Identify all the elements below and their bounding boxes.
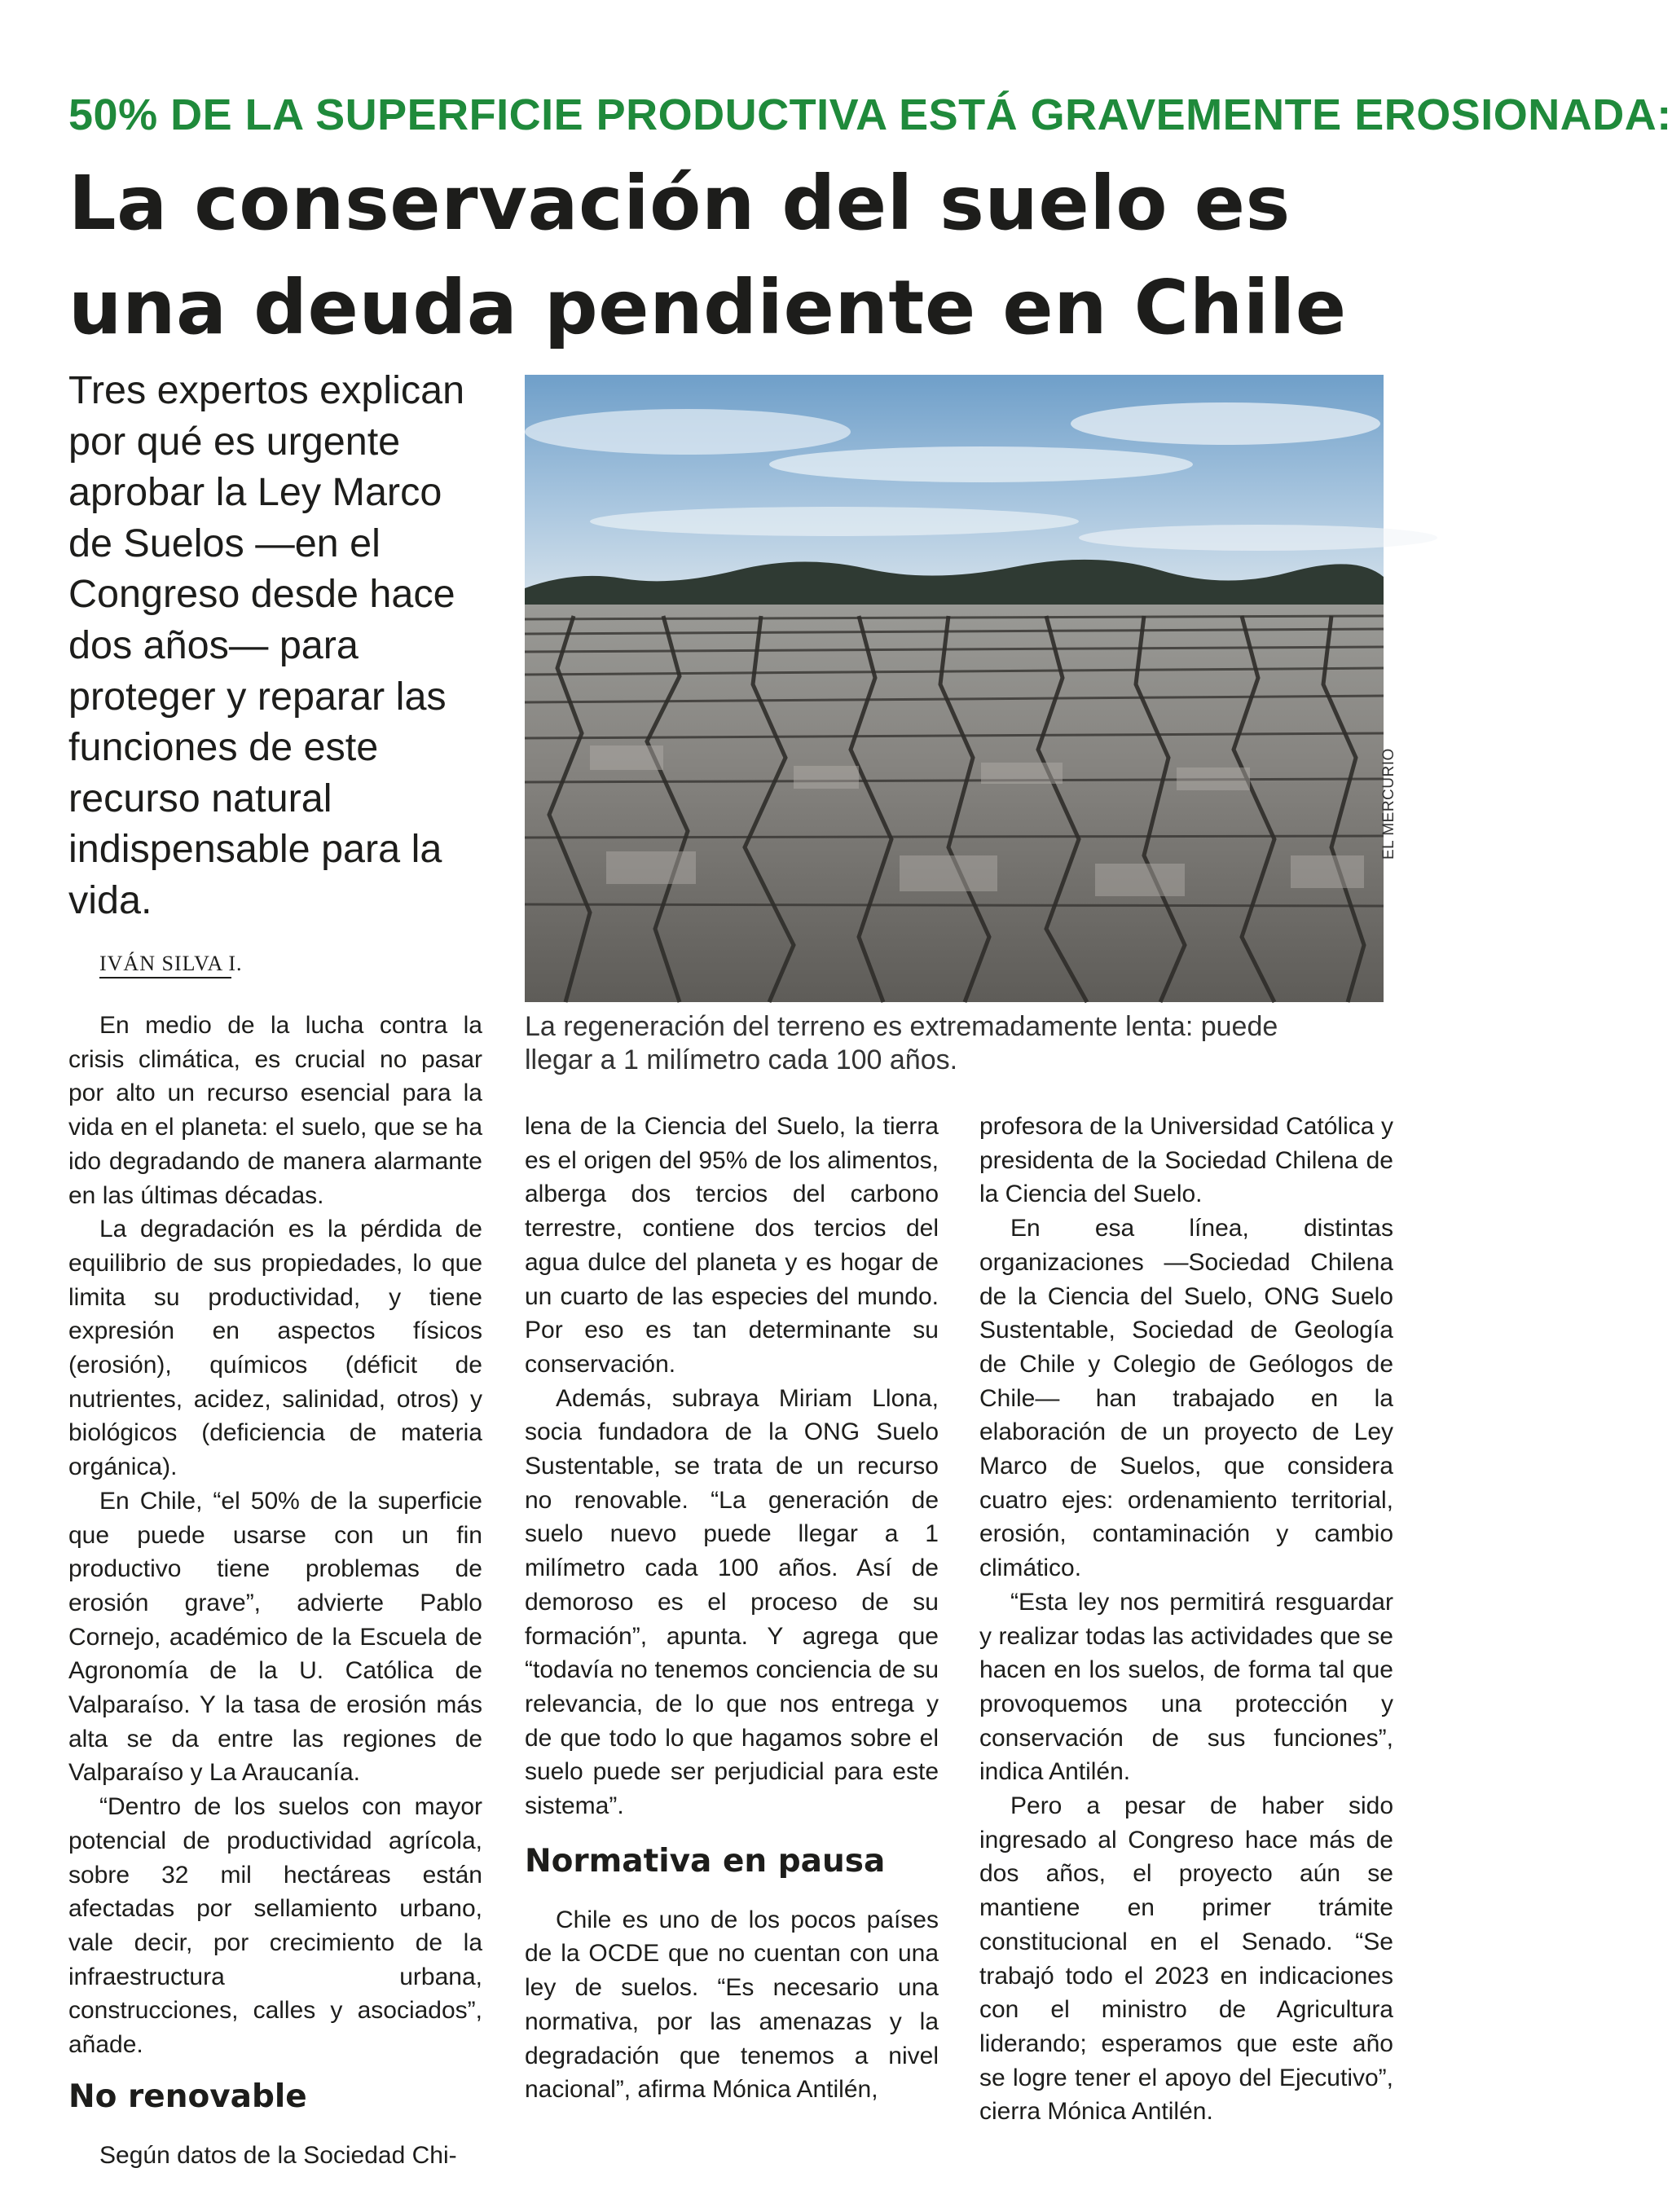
paragraph: “Dentro de los suelos con mayor potencial de productividad agrícola, sobre 32 mil hectáreas están afectadas por sellamiento urbano, vale decir, por crecimiento de la infraestructura urbana, construcciones, calles y asociados”, añade. [68, 1793, 482, 2059]
deck-line: recurso natural [68, 776, 332, 820]
headline [68, 152, 1413, 360]
subhead-normativa-en-pausa: Normativa en pausa [525, 1842, 886, 1880]
paragraph: En Chile, “el 50% de la superficie que puede usarse con un fin productivo tiene problemas de erosión grave”, advierte Pablo Cornejo, académico de la Escuela de Agronomía de la U. Católica de Valparaíso. Y la tasa de erosión más alta se da entre las regiones de Valparaíso y La Araucanía. [68, 1487, 482, 1787]
deck-line: proteger y reparar las [68, 674, 447, 719]
paragraph: lena de la Ciencia del Suelo, la tierra es el origen del 95% de los alimentos, alberga dos tercios del carbono terrestre, contiene dos tercios del agua dulce del planeta y es hogar de un cuarto de las especies del mundo. Por eso es tan determinante su conservación. [525, 1113, 939, 1378]
paragraph: Según datos de la Sociedad Chi- [99, 2141, 457, 2169]
photo-credit: EL MERCURIO [1380, 748, 1397, 860]
deck-line: funciones de este [68, 725, 379, 770]
deck-line: aprobar la Ley Marco [68, 470, 442, 515]
paragraph: profesora de la Universidad Católica y presidenta de la Sociedad Chilena de la Ciencia del Suelo. [979, 1113, 1393, 1208]
deck-line: de Suelos —en el [68, 521, 381, 565]
paragraph: La degradación es la pérdida de equilibrio de sus propiedades, lo que limita su productividad, y tiene expresión en aspectos físicos (erosión), químicos (déficit de nutrientes, acidez, salinidad, otros) y biológicos (deficiencia de materia orgánica). [68, 1216, 482, 1481]
paragraph: Chile es uno de los pocos países de la OCDE que no cuentan con una ley de suelos. “Es necesario una normativa, por las amenazas y la degradación que tenemos a nivel nacional”, afirma Mónica Antilén, [525, 1906, 939, 2104]
article-column-2 [525, 1110, 939, 2107]
paragraph: Pero a pesar de haber sido ingresado al Congreso hace más de dos años, el proyecto aún se mantiene en primer trámite constitucional en el Senado. “Se trabajó todo el 2023 en indicaciones con el ministro de Agricultura liderando; esperamos que este año se logre tener el apoyo del Ejecutivo”, cierra Mónica Antilén. [979, 1792, 1393, 2126]
kicker: 50% DE LA SUPERFICIE PRODUCTIVA ESTÁ GRAVEMENTE EROSIONADA: [68, 90, 1672, 139]
headline-line: La conservación del suelo es [68, 160, 1291, 247]
subhead-no-renovable: No renovable [68, 2078, 307, 2115]
byline: IVÁN SILVA I. [99, 952, 243, 975]
article-column-3 [979, 1110, 1393, 2129]
caption-line: La regeneración del terreno es extremadamente lenta: puede [525, 1011, 1278, 1042]
deck-line: Congreso desde hace [68, 572, 455, 617]
paragraph: En esa línea, distintas organizaciones —Sociedad Chilena de la Ciencia del Suelo, ONG Suelo Sustentable, Sociedad de Geología de Chile y Colegio de Geólogos de Chile— han trabajado en la elaboración de un proyecto de Ley Marco de Suelos, que considera cuatro ejes: ordenamiento territorial, erosión, contaminación y cambio climático. [979, 1215, 1393, 1582]
paragraph: “Esta ley nos permitirá resguardar y realizar todas las actividades que se hacen en los suelos, de forma tal que provoquemos una protección y conservación de sus funciones”, indica Antilén. [979, 1588, 1393, 1786]
paragraph: En medio de la lucha contra la crisis climática, es crucial no pasar por alto un recurso esencial para la vida en el planeta: el suelo, que se ha ido degradando de manera alarmante en las últimas décadas. [68, 1012, 482, 1209]
paragraph: Además, subraya Miriam Llona, socia fundadora de la ONG Suelo Sustentable, se trata de un recurso no renovable. “La generación de suelo nuevo puede llegar a 1 milímetro cada 100 años. Así de demoroso es el proceso de su formación”, apunta. Y agrega que “todavía no tenemos conciencia de su relevancia, de lo que nos entrega y de que todo lo que hagamos sobre el suelo puede ser perjudicial para este sistema”. [525, 1384, 939, 1820]
deck-line: por qué es urgente [68, 419, 401, 464]
caption-line: llegar a 1 milímetro cada 100 años. [525, 1044, 958, 1075]
cracked-soil-illustration [525, 375, 1384, 1002]
deck-line: indispensable para la [68, 827, 442, 872]
deck [68, 365, 508, 926]
headline-line: una deuda pendiente en Chile [68, 264, 1347, 351]
deck-line: Tres expertos explican [68, 368, 465, 412]
deck-line: dos años— para [68, 622, 359, 667]
cracked-soil-photo [525, 375, 1384, 1002]
article-column-1 [68, 1009, 482, 2173]
photo-caption [525, 1010, 1388, 1077]
deck-line: vida. [68, 877, 152, 922]
byline-rule [99, 977, 231, 978]
